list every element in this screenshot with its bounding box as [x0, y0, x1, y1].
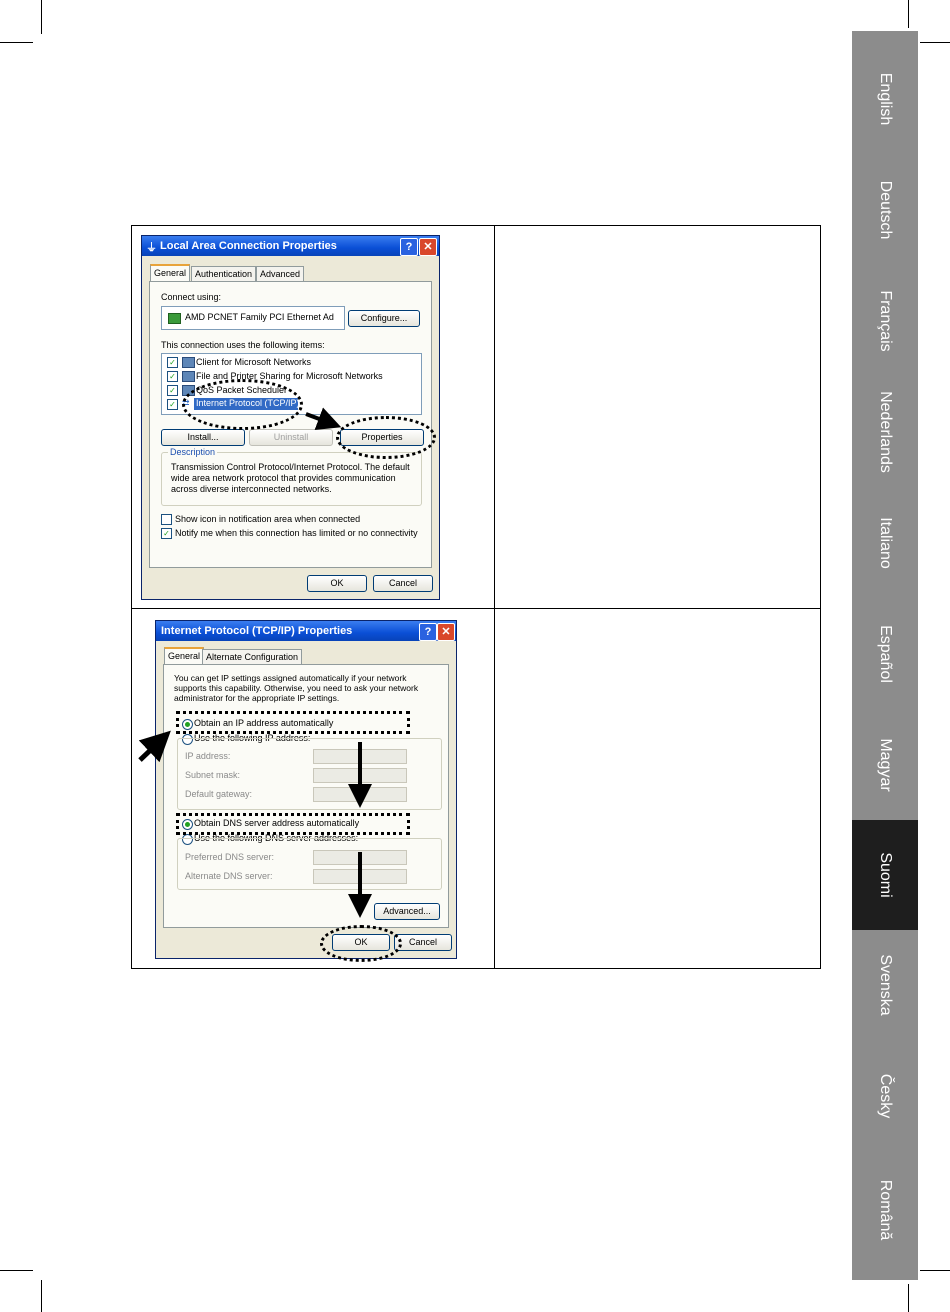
- network-adapter-icon: [168, 313, 181, 324]
- ip-address-field[interactable]: [313, 749, 407, 764]
- lang-tab-nederlands[interactable]: [852, 377, 918, 487]
- lang-tab-cesky[interactable]: [852, 1041, 918, 1151]
- lang-tab-italiano[interactable]: [852, 488, 918, 598]
- item-checkbox[interactable]: ✓: [167, 385, 178, 396]
- obtain-dns-label: Obtain DNS server address automatically: [194, 818, 360, 828]
- crop-mark: [908, 1284, 909, 1312]
- crop-mark: [920, 42, 950, 43]
- connect-using-label: Connect using:: [161, 292, 222, 302]
- crop-mark: [920, 1270, 950, 1271]
- tab-authentication[interactable]: Authentication: [191, 266, 256, 281]
- network-icon: ⏚: [146, 242, 157, 254]
- adapter-name: AMD PCNET Family PCI Ethernet Ad: [185, 312, 334, 322]
- cancel-button[interactable]: Cancel: [394, 934, 452, 951]
- advanced-button[interactable]: Advanced...: [374, 903, 440, 920]
- ok-button[interactable]: OK: [307, 575, 367, 592]
- dialog-title: Internet Protocol (TCP/IP) Properties: [161, 625, 353, 637]
- notify-checkbox[interactable]: ✓: [161, 528, 172, 539]
- default-gateway-label: Default gateway:: [185, 789, 253, 799]
- help-button[interactable]: ?: [419, 623, 437, 641]
- help-button[interactable]: ?: [400, 238, 418, 256]
- highlight-ok-button: [320, 925, 402, 962]
- crop-mark: [41, 0, 42, 34]
- subnet-mask-label: Subnet mask:: [185, 770, 241, 780]
- lang-label: Română: [877, 1179, 894, 1241]
- tcpip-properties-dialog: [155, 620, 457, 959]
- lang-tab-suomi[interactable]: [852, 820, 918, 930]
- properties-button[interactable]: Properties: [340, 429, 424, 446]
- lang-label: Svenska: [877, 954, 894, 1016]
- lang-label: Deutsch: [877, 180, 894, 240]
- client-icon: [182, 357, 195, 368]
- protocol-icon: ⇄: [182, 398, 190, 408]
- items-label: This connection uses the following items:: [161, 340, 325, 350]
- configure-button[interactable]: Configure...: [348, 310, 420, 327]
- obtain-ip-label: Obtain an IP address automatically: [194, 718, 334, 728]
- preferred-dns-field[interactable]: [313, 850, 407, 865]
- lang-label: Magyar: [877, 738, 894, 792]
- highlight-obtain-ip: [176, 711, 410, 734]
- alternate-dns-label: Alternate DNS server:: [185, 871, 273, 881]
- lang-tab-francais[interactable]: [852, 266, 918, 376]
- tab-general[interactable]: General: [164, 647, 204, 665]
- use-dns-label: Use the following DNS server addresses:: [194, 833, 359, 843]
- alternate-dns-field[interactable]: [313, 869, 407, 884]
- show-icon-checkbox[interactable]: [161, 514, 172, 525]
- ok-button[interactable]: OK: [332, 934, 390, 951]
- item-checkbox[interactable]: ✓: [167, 357, 178, 368]
- list-item[interactable]: File and Printer Sharing for Microsoft Networks: [196, 371, 383, 381]
- crop-mark: [41, 1280, 42, 1312]
- show-icon-label: Show icon in notification area when connected: [175, 514, 361, 524]
- lang-tab-english[interactable]: [852, 44, 918, 154]
- preferred-dns-label: Preferred DNS server:: [185, 852, 275, 862]
- tab-alternate-configuration[interactable]: Alternate Configuration: [202, 649, 302, 664]
- lang-label: Italiano: [877, 517, 894, 569]
- sharing-icon: [182, 371, 195, 382]
- crop-mark: [0, 42, 33, 43]
- adapter-field: [161, 306, 345, 330]
- description-label: Description: [170, 447, 216, 457]
- install-button[interactable]: Install...: [161, 429, 245, 446]
- ip-address-label: IP address:: [185, 751, 231, 761]
- tab-general[interactable]: General: [150, 264, 190, 282]
- table-divider: [132, 608, 820, 609]
- highlight-properties-button: [336, 416, 436, 459]
- highlight-tcpip-item: [182, 379, 303, 430]
- lang-tab-espanol[interactable]: [852, 599, 918, 709]
- lang-label: English: [877, 72, 894, 126]
- table-divider: [494, 226, 495, 968]
- subnet-mask-field[interactable]: [313, 768, 407, 783]
- description-text: Transmission Control Protocol/Internet Protocol. The default wide area network protocol that provides communication across diverse interconnected networks.: [171, 462, 410, 494]
- notify-label: Notify me when this connection has limited or no connectivity: [175, 528, 418, 538]
- item-checkbox[interactable]: ✓: [167, 399, 178, 410]
- lang-tab-deutsch[interactable]: [852, 155, 918, 265]
- crop-mark: [908, 0, 909, 28]
- intro-text: You can get IP settings assigned automatically if your network supports this capability. Otherwise, you need to ask your network administrator for the appropriate IP settings.: [174, 673, 419, 703]
- lang-label: Suomi: [877, 852, 894, 898]
- general-panel: [163, 664, 449, 928]
- lang-tab-romana[interactable]: [852, 1155, 918, 1265]
- list-item-label: Internet Protocol (TCP/IP): [196, 398, 300, 408]
- list-item[interactable]: QoS Packet Scheduler: [196, 385, 288, 395]
- uninstall-button[interactable]: Uninstall: [249, 429, 333, 446]
- cancel-button[interactable]: Cancel: [373, 575, 433, 592]
- default-gateway-field[interactable]: [313, 787, 407, 802]
- lang-tab-svenska[interactable]: [852, 930, 918, 1040]
- lang-tab-magyar[interactable]: [852, 710, 918, 820]
- lang-label: Česky: [877, 1073, 894, 1119]
- item-checkbox[interactable]: ✓: [167, 371, 178, 382]
- use-ip-label: Use the following IP address:: [194, 733, 311, 743]
- close-button[interactable]: ✕: [419, 238, 437, 256]
- dialog-titlebar: [156, 621, 456, 641]
- lang-label: Français: [877, 290, 894, 352]
- description-group: [161, 447, 422, 506]
- dialog-title: Local Area Connection Properties: [160, 240, 337, 252]
- close-button[interactable]: ✕: [437, 623, 455, 641]
- tab-advanced[interactable]: Advanced: [256, 266, 304, 281]
- lang-label: Español: [877, 625, 894, 683]
- crop-mark: [0, 1270, 33, 1271]
- highlight-obtain-dns: [176, 813, 410, 835]
- list-item[interactable]: Client for Microsoft Networks: [196, 357, 312, 367]
- lang-label: Nederlands: [877, 391, 894, 473]
- dialog-titlebar: [142, 236, 439, 256]
